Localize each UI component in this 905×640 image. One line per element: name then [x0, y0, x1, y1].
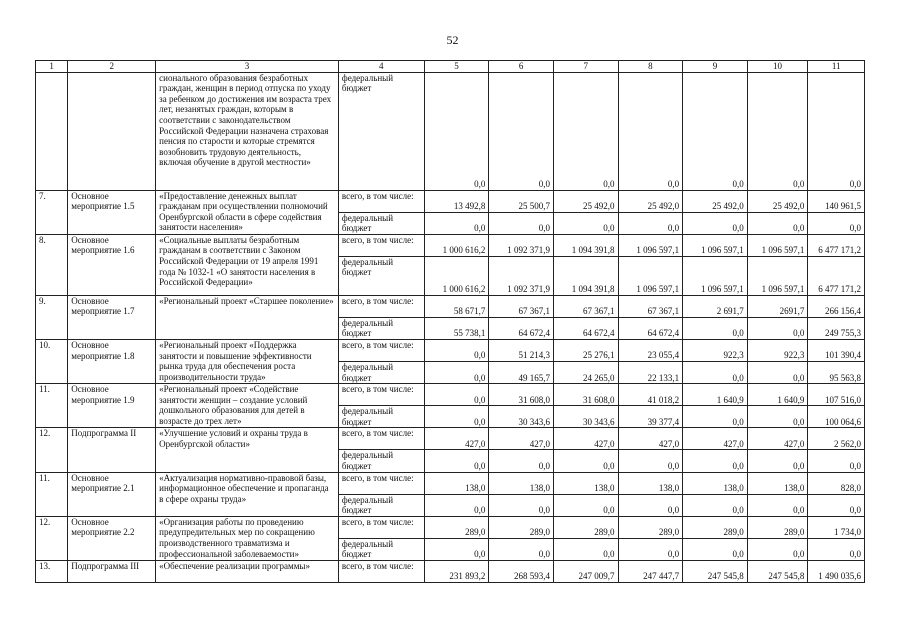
amount-cell: 49 165,7 — [489, 361, 554, 383]
column-number-row — [36, 61, 865, 73]
amount-cell: 427,0 — [424, 428, 489, 450]
amount-cell: 0,0 — [424, 72, 489, 190]
table-row — [36, 516, 865, 538]
amount-cell: 828,0 — [808, 472, 865, 494]
table-row — [36, 384, 865, 406]
column-number: 3 — [156, 61, 339, 73]
amount-cell: 0,0 — [618, 538, 683, 560]
row-number-cell: 11. — [36, 384, 68, 428]
amount-cell: 1 000 616,2 — [424, 234, 489, 256]
column-number: 11 — [808, 61, 865, 73]
amount-cell: 0,0 — [747, 317, 808, 339]
funding-source-cell: федеральный бюджет — [338, 538, 424, 560]
amount-cell: 31 608,0 — [553, 384, 618, 406]
amount-cell: 0,0 — [747, 450, 808, 472]
column-number: 4 — [338, 61, 424, 73]
column-number: 8 — [618, 61, 683, 73]
amount-cell: 67 367,1 — [489, 295, 554, 317]
amount-cell: 0,0 — [683, 361, 748, 383]
amount-cell: 0,0 — [553, 450, 618, 472]
amount-cell: 0,0 — [553, 72, 618, 190]
table-row — [36, 560, 865, 582]
amount-cell: 25 492,0 — [747, 190, 808, 212]
amount-cell: 922,3 — [683, 339, 748, 361]
amount-cell: 58 671,7 — [424, 295, 489, 317]
table-row — [36, 472, 865, 494]
amount-cell: 0,0 — [683, 406, 748, 428]
amount-cell: 0,0 — [618, 72, 683, 190]
amount-cell: 0,0 — [618, 494, 683, 516]
row-number-cell: 10. — [36, 339, 68, 383]
amount-cell: 0,0 — [747, 406, 808, 428]
funding-source-cell: всего, в том числе: — [338, 190, 424, 212]
amount-cell: 2 691,7 — [683, 295, 748, 317]
page-number: 52 — [446, 33, 459, 47]
amount-cell: 2691,7 — [747, 295, 808, 317]
table-row — [36, 190, 865, 212]
amount-cell: 1 000 616,2 — [424, 256, 489, 295]
amount-cell: 247 009,7 — [553, 560, 618, 582]
funding-source-cell: федеральный бюджет — [338, 361, 424, 383]
row-description-cell: «Организация работы по проведению предупредительных мер по сокращению производственного травматизма и профессиональной заболеваемости» — [156, 516, 339, 560]
amount-cell: 0,0 — [683, 494, 748, 516]
amount-cell: 138,0 — [683, 472, 748, 494]
row-name-cell: Основное мероприятие 1.7 — [68, 295, 156, 339]
amount-cell: 101 390,4 — [808, 339, 865, 361]
row-name-cell: Основное мероприятие 1.9 — [68, 384, 156, 428]
amount-cell: 249 755,3 — [808, 317, 865, 339]
funding-source-cell: всего, в том числе: — [338, 339, 424, 361]
amount-cell: 2 562,0 — [808, 428, 865, 450]
funding-source-cell: федеральный бюджет — [338, 212, 424, 234]
amount-cell: 138,0 — [489, 472, 554, 494]
row-name-cell: Основное мероприятие 2.1 — [68, 472, 156, 516]
amount-cell: 6 477 171,2 — [808, 256, 865, 295]
amount-cell: 0,0 — [683, 317, 748, 339]
amount-cell: 247 447,7 — [618, 560, 683, 582]
amount-cell: 0,0 — [683, 538, 748, 560]
column-number: 10 — [747, 61, 808, 73]
amount-cell: 0,0 — [747, 494, 808, 516]
row-description-cell: «Региональный проект «Старшее поколение» — [156, 295, 339, 339]
table-row — [36, 339, 865, 361]
row-number-cell: 13. — [36, 560, 68, 582]
amount-cell: 289,0 — [683, 516, 748, 538]
amount-cell: 51 214,3 — [489, 339, 554, 361]
amount-cell: 0,0 — [424, 450, 489, 472]
amount-cell: 427,0 — [747, 428, 808, 450]
amount-cell: 0,0 — [683, 212, 748, 234]
column-number: 7 — [553, 61, 618, 73]
amount-cell: 25 500,7 — [489, 190, 554, 212]
amount-cell: 1 640,9 — [747, 384, 808, 406]
column-number: 1 — [36, 61, 68, 73]
table-row — [36, 428, 865, 450]
funding-source-cell: федеральный бюджет — [338, 317, 424, 339]
amount-cell: 107 516,0 — [808, 384, 865, 406]
amount-cell: 1 096 597,1 — [683, 256, 748, 295]
amount-cell: 0,0 — [808, 494, 865, 516]
amount-cell: 0,0 — [808, 212, 865, 234]
amount-cell: 247 545,8 — [683, 560, 748, 582]
amount-cell: 138,0 — [747, 472, 808, 494]
funding-source-cell: федеральный бюджет — [338, 450, 424, 472]
row-description-cell: «Улучшение условий и охраны труда в Оренбургской области» — [156, 428, 339, 472]
amount-cell: 1 096 597,1 — [683, 234, 748, 256]
funding-source-cell: всего, в том числе: — [338, 516, 424, 538]
amount-cell: 0,0 — [489, 450, 554, 472]
amount-cell: 247 545,8 — [747, 560, 808, 582]
amount-cell: 25 276,1 — [553, 339, 618, 361]
amount-cell: 1 092 371,9 — [489, 234, 554, 256]
row-name-cell: Основное мероприятие 2.2 — [68, 516, 156, 560]
amount-cell: 64 672,4 — [553, 317, 618, 339]
amount-cell: 1 094 391,8 — [553, 256, 618, 295]
amount-cell: 427,0 — [683, 428, 748, 450]
row-name-cell: Основное мероприятие 1.5 — [68, 190, 156, 234]
amount-cell: 268 593,4 — [489, 560, 554, 582]
amount-cell: 0,0 — [808, 538, 865, 560]
row-description-cell: «Региональный проект «Поддержка занятости и повышение эффективности рынка труда для обеспечения роста производительности труда» — [156, 339, 339, 383]
amount-cell: 64 672,4 — [618, 317, 683, 339]
row-number-cell: 12. — [36, 428, 68, 472]
row-description-cell: сионального образования безработных граждан, женщин в период отпуска по уходу за ребенком до достижения им возраста трех лет, незанятых граждан, которым в соответствии с законодательством Российской Федерации назначена страховая пенсия по старости и которые стремятся возобновить трудовую деятельность, включая обучение в другой местности» — [156, 72, 339, 190]
amount-cell: 0,0 — [489, 72, 554, 190]
amount-cell: 0,0 — [489, 212, 554, 234]
amount-cell: 0,0 — [424, 406, 489, 428]
funding-source-cell: всего, в том числе: — [338, 295, 424, 317]
amount-cell: 30 343,6 — [489, 406, 554, 428]
amount-cell: 138,0 — [424, 472, 489, 494]
row-number-cell: 8. — [36, 234, 68, 295]
row-number-cell — [36, 72, 68, 190]
table-row — [36, 295, 865, 317]
amount-cell: 138,0 — [553, 472, 618, 494]
amount-cell: 140 961,5 — [808, 190, 865, 212]
amount-cell: 0,0 — [424, 361, 489, 383]
funding-source-cell: федеральный бюджет — [338, 256, 424, 295]
funding-source-cell: всего, в том числе: — [338, 234, 424, 256]
column-number: 5 — [424, 61, 489, 73]
amount-cell: 0,0 — [424, 384, 489, 406]
amount-cell: 427,0 — [489, 428, 554, 450]
amount-cell: 13 492,8 — [424, 190, 489, 212]
amount-cell: 289,0 — [489, 516, 554, 538]
amount-cell: 0,0 — [424, 494, 489, 516]
amount-cell: 0,0 — [553, 494, 618, 516]
amount-cell: 289,0 — [618, 516, 683, 538]
amount-cell: 1 094 391,8 — [553, 234, 618, 256]
amount-cell: 6 477 171,2 — [808, 234, 865, 256]
amount-cell: 427,0 — [618, 428, 683, 450]
amount-cell: 67 367,1 — [618, 295, 683, 317]
row-description-cell: «Региональный проект «Содействие занятости женщин – создание условий дошкольного образования для детей в возрасте до трех лет» — [156, 384, 339, 428]
row-description-cell: «Предоставление денежных выплат гражданам при осуществлении полномочий Оренбургской области в сфере содействия занятости населения» — [156, 190, 339, 234]
funding-source-cell: всего, в том числе: — [338, 428, 424, 450]
amount-cell: 289,0 — [747, 516, 808, 538]
amount-cell: 1 092 371,9 — [489, 256, 554, 295]
amount-cell: 0,0 — [489, 538, 554, 560]
row-number-cell: 11. — [36, 472, 68, 516]
amount-cell: 0,0 — [424, 538, 489, 560]
amount-cell: 25 492,0 — [683, 190, 748, 212]
amount-cell: 0,0 — [683, 450, 748, 472]
amount-cell: 22 133,1 — [618, 361, 683, 383]
amount-cell: 67 367,1 — [553, 295, 618, 317]
amount-cell: 55 738,1 — [424, 317, 489, 339]
amount-cell: 0,0 — [618, 212, 683, 234]
amount-cell: 0,0 — [747, 538, 808, 560]
amount-cell: 1 096 597,1 — [747, 234, 808, 256]
amount-cell: 0,0 — [683, 72, 748, 190]
amount-cell: 1 096 597,1 — [618, 256, 683, 295]
row-description-cell: «Социальные выплаты безработным гражданам в соответствии с Законом Российской Федерации от 19 апреля 1991 года № 1032-1 «О занятости населения в Российской Федерации» — [156, 234, 339, 295]
amount-cell: 289,0 — [424, 516, 489, 538]
column-number: 6 — [489, 61, 554, 73]
amount-cell: 64 672,4 — [489, 317, 554, 339]
row-number-cell: 7. — [36, 190, 68, 234]
row-name-cell: Основное мероприятие 1.6 — [68, 234, 156, 295]
column-number: 2 — [68, 61, 156, 73]
amount-cell: 0,0 — [747, 72, 808, 190]
row-name-cell: Основное мероприятие 1.8 — [68, 339, 156, 383]
amount-cell: 0,0 — [424, 212, 489, 234]
amount-cell: 0,0 — [489, 494, 554, 516]
funding-source-cell: всего, в том числе: — [338, 384, 424, 406]
row-description-cell: «Обеспечение реализации программы» — [156, 560, 339, 582]
amount-cell: 231 893,2 — [424, 560, 489, 582]
amount-cell: 0,0 — [808, 450, 865, 472]
amount-cell: 1 640,9 — [683, 384, 748, 406]
amount-cell: 427,0 — [553, 428, 618, 450]
table-row — [36, 234, 865, 256]
amount-cell: 289,0 — [553, 516, 618, 538]
amount-cell: 1 096 597,1 — [747, 256, 808, 295]
row-description-cell: «Актуализация нормативно-правовой базы, информационное обеспечение и пропаганда в сфере охраны труда» — [156, 472, 339, 516]
amount-cell: 95 563,8 — [808, 361, 865, 383]
funding-source-cell: федеральный бюджет — [338, 406, 424, 428]
amount-cell: 30 343,6 — [553, 406, 618, 428]
amount-cell: 24 265,0 — [553, 361, 618, 383]
amount-cell: 39 377,4 — [618, 406, 683, 428]
funding-source-cell: всего, в том числе: — [338, 472, 424, 494]
amount-cell: 23 055,4 — [618, 339, 683, 361]
row-number-cell: 12. — [36, 516, 68, 560]
amount-cell: 266 156,4 — [808, 295, 865, 317]
amount-cell: 0,0 — [553, 212, 618, 234]
funding-source-cell: федеральный бюджет — [338, 494, 424, 516]
row-name-cell: Подпрограмма II — [68, 428, 156, 472]
amount-cell: 31 608,0 — [489, 384, 554, 406]
amount-cell: 0,0 — [808, 72, 865, 190]
amount-cell: 1 734,0 — [808, 516, 865, 538]
budget-table — [35, 60, 865, 583]
amount-cell: 922,3 — [747, 339, 808, 361]
table-row — [36, 72, 865, 190]
funding-source-cell: всего, в том числе: — [338, 560, 424, 582]
amount-cell: 41 018,2 — [618, 384, 683, 406]
amount-cell: 0,0 — [424, 339, 489, 361]
row-name-cell: Подпрограмма III — [68, 560, 156, 582]
amount-cell: 0,0 — [618, 450, 683, 472]
amount-cell: 138,0 — [618, 472, 683, 494]
amount-cell: 0,0 — [747, 212, 808, 234]
amount-cell: 25 492,0 — [553, 190, 618, 212]
row-name-cell — [68, 72, 156, 190]
amount-cell: 1 096 597,1 — [618, 234, 683, 256]
row-number-cell: 9. — [36, 295, 68, 339]
amount-cell: 0,0 — [747, 361, 808, 383]
amount-cell: 100 064,6 — [808, 406, 865, 428]
column-number: 9 — [683, 61, 748, 73]
funding-source-cell: федеральный бюджет — [338, 72, 424, 190]
amount-cell: 0,0 — [553, 538, 618, 560]
amount-cell: 25 492,0 — [618, 190, 683, 212]
amount-cell: 1 490 035,6 — [808, 560, 865, 582]
